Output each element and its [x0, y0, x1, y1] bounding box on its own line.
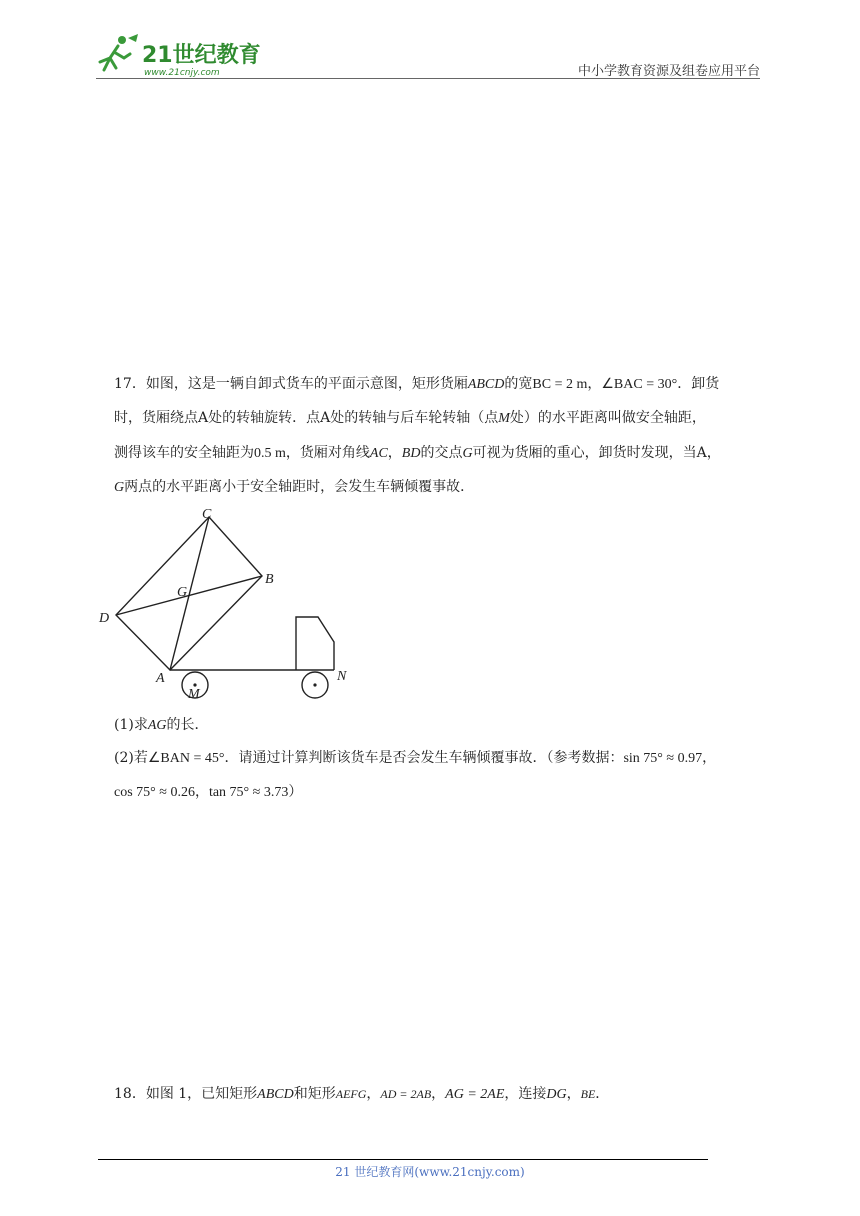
question-17-line-2: 时，货厢绕点A处的转轴旋转．点A处的转轴与后车轮转轴（点M处）的水平距离叫做安全轴距，	[114, 410, 706, 426]
dump-truck-figure	[92, 504, 362, 704]
question-17-part-1: (1)求AG的长．	[114, 717, 209, 733]
label-d: D	[99, 611, 110, 626]
header-divider	[96, 78, 760, 79]
site-logo	[92, 32, 262, 80]
diagonal-bd	[116, 576, 262, 615]
truck-cab	[296, 617, 334, 670]
question-17-line-3: 测得该车的安全轴距为0.5 m，货厢对角线AC，BD的交点G可视为货厢的重心，卸货时发现，当A，	[114, 445, 721, 461]
front-wheel-axle-point	[313, 683, 316, 686]
label-b: B	[265, 572, 274, 587]
footer-divider	[98, 1159, 708, 1160]
question-17-line-1: 17．如图，这是一辆自卸式货车的平面示意图，矩形货厢ABCD的宽BC = 2 m，∠BAC = 30°．卸货	[114, 376, 720, 392]
logo-url: www.21cnjy.com	[144, 68, 220, 78]
diagonal-ac	[170, 517, 209, 670]
question-17-part-2: (2)若∠BAN = 45°．请通过计算判断该货车是否会发生车辆倾覆事故．（参考数据：sin 75° ≈ 0.97，	[114, 750, 717, 766]
header-platform-text: 中小学教育资源及组卷应用平台	[577, 64, 760, 79]
label-m: M	[188, 687, 200, 702]
footer-site-text: 21 世纪教育网(www.21cnjy.com)	[335, 1165, 525, 1179]
question-17-part-2-cont: cos 75° ≈ 0.26，tan 75° ≈ 3.73）	[114, 784, 303, 800]
label-a: A	[156, 671, 165, 686]
page-header	[0, 0, 860, 80]
label-g: G	[177, 585, 188, 600]
runner-icon	[100, 34, 138, 70]
question-17-line-4: G两点的水平距离小于安全轴距时，会发生车辆倾覆事故．	[114, 479, 475, 495]
logo-text: 21世纪教育	[142, 43, 261, 68]
question-18-line-1: 18．如图 1，已知矩形ABCD和矩形AEFG，AD = 2AB，AG = 2AE，连接DG，BE．	[114, 1086, 610, 1102]
label-n: N	[337, 669, 347, 684]
label-c: C	[202, 507, 212, 522]
